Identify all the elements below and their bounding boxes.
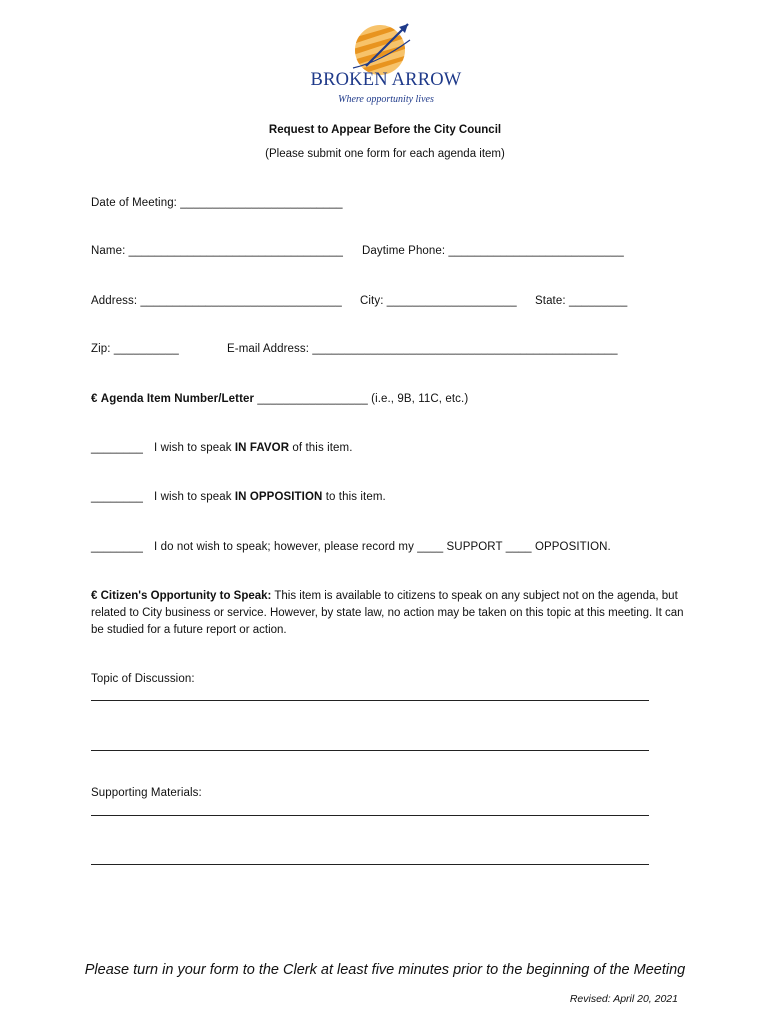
daytime-phone-field[interactable]: Daytime Phone: ___________________________ [362,245,624,257]
name-field[interactable]: Name: _________________________________ [91,245,344,257]
zip-field[interactable]: Zip: __________ [91,343,179,355]
citizens-opportunity-paragraph [91,588,691,639]
record-option: I do not wish to speak; however, please record my ____ SUPPORT ____ OPPOSITION. [154,541,611,553]
city-field[interactable]: City: ____________________ [360,295,517,307]
state-field[interactable]: State: _________ [535,295,628,307]
supporting-line-2[interactable] [91,864,649,865]
agenda-item-label: Agenda Item Number/Letter [100,393,255,405]
topic-of-discussion-label: Topic of Discussion: [91,673,195,685]
form-title: Request to Appear Before the City Council [268,124,502,136]
revised-date: Revised: April 20, 2021 [569,993,678,1005]
citizens-bullet: € [91,590,98,602]
citizens-label: Citizen's Opportunity to Speak: [100,590,272,602]
supporting-materials-label: Supporting Materials: [91,787,202,799]
record-blank[interactable]: ________ [91,541,143,553]
agenda-item-blank: _________________ [257,393,368,405]
opposition-option [154,491,386,503]
topic-line-1[interactable] [91,700,649,701]
date-of-meeting-field[interactable]: Date of Meeting: _________________________ [91,197,343,209]
brand-name: BROKEN ARROW [310,70,462,90]
agenda-bullet: € [91,393,98,405]
agenda-item-field[interactable] [91,393,468,405]
favor-pre: I wish to speak [154,442,235,454]
supporting-line-1[interactable] [91,815,649,816]
favor-bold: IN FAVOR [234,442,290,454]
topic-line-2[interactable] [91,750,649,751]
opposition-post: to this item. [322,491,386,503]
opposition-pre: I wish to speak [154,491,235,503]
opposition-bold: IN OPPOSITION [234,491,323,503]
footer-note: Please turn in your form to the Clerk at least five minutes prior to the beginning of the Meeting [84,962,686,978]
email-field[interactable]: E-mail Address: _______________________________________________ [227,343,618,355]
citizens-text: This item is available to citizens to speak on any subject not on the agenda, but related to City business or service. However, by state law, no action may be taken on this topic at this meeting. It can be studied for a future report or action. [91,590,684,636]
favor-blank[interactable]: ________ [91,442,143,454]
favor-post: of this item. [289,442,353,454]
favor-option [154,442,353,454]
form-subtitle: (Please submit one form for each agenda item) [265,148,505,160]
opposition-blank[interactable]: ________ [91,491,143,503]
brand-tagline: Where opportunity lives [338,94,434,105]
agenda-item-hint: (i.e., 9B, 11C, etc.) [371,393,469,405]
address-field[interactable]: Address: _______________________________ [91,295,342,307]
